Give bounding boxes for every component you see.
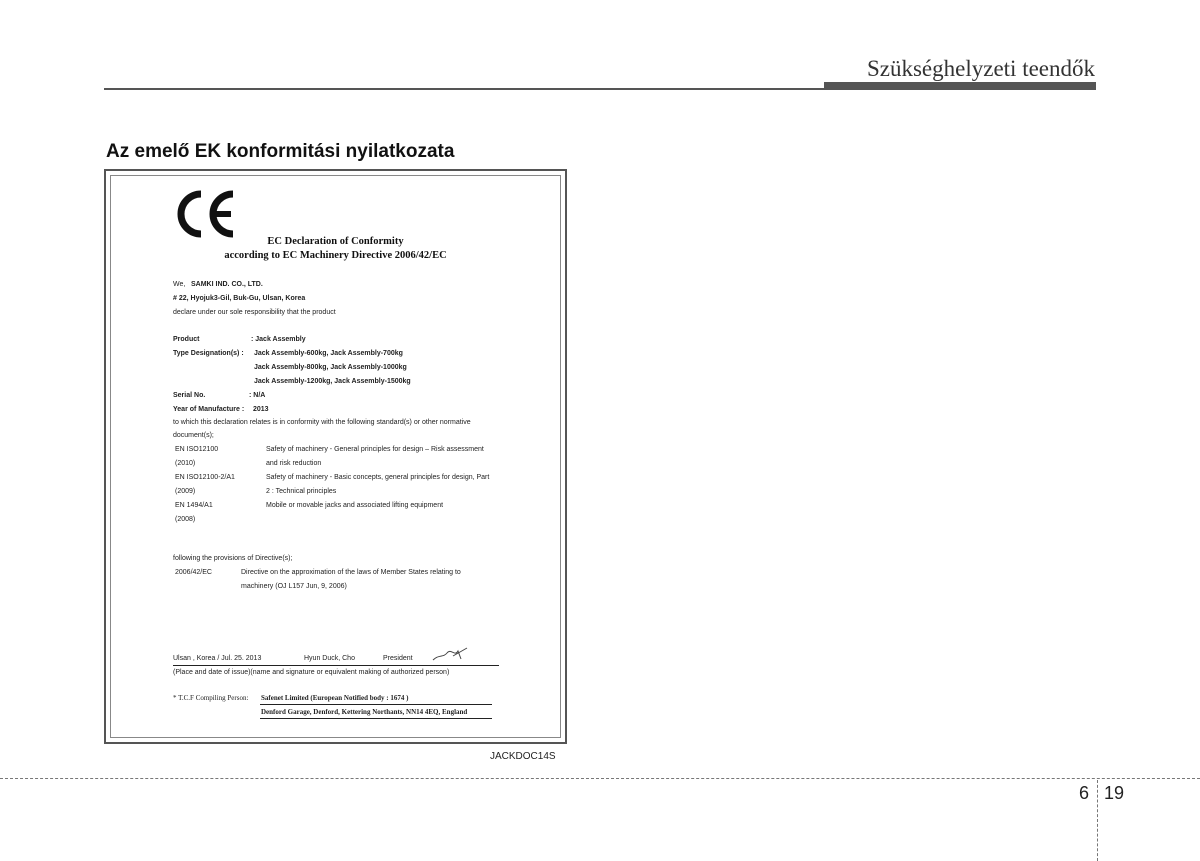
declaration-document-image — [104, 169, 567, 744]
standard-year: (2009) — [175, 488, 196, 495]
chapter-number: 6 — [1079, 783, 1090, 803]
product-value: : Jack Assembly — [251, 336, 306, 343]
conformity-text: document(s); — [173, 432, 214, 439]
standard-code: EN ISO12100 — [175, 446, 219, 453]
signature-underline — [173, 665, 499, 666]
standard-code: EN 1494/A1 — [175, 502, 213, 509]
running-header-title: Szükséghelyzeti teendők — [866, 56, 1095, 81]
tcf-notified-body: Safenet Limited (European Notified body : 1674 ) — [261, 694, 409, 702]
document-inner-border — [110, 175, 561, 738]
place-date: Ulsan , Korea / Jul. 25. 2013 — [173, 655, 262, 662]
signer-title: President — [383, 655, 413, 662]
type-designation-line: Jack Assembly-1200kg, Jack Assembly-1500kg — [254, 378, 411, 385]
standard-description: Safety of machinery - Basic concepts, general principles for design, Part — [266, 474, 490, 481]
footer-dashed-rule — [0, 778, 1200, 779]
conformity-text: to which this declaration relates is in conformity with the following standard(s) or other normative — [173, 419, 471, 426]
serial-label: Serial No. — [173, 392, 206, 399]
standard-code: EN ISO12100-2/A1 — [175, 474, 235, 481]
company-address: # 22, Hyojuk3-Gil, Buk-Gu, Ulsan, Korea — [173, 295, 306, 302]
document-code: JACKDOC14S — [490, 751, 556, 762]
tcf-address: Denford Garage, Denford, Kettering Northants, NN14 4EQ, England — [261, 708, 468, 716]
page-number-separator — [1097, 780, 1098, 861]
standard-year: (2008) — [175, 516, 196, 523]
standard-description: Mobile or movable jacks and associated lifting equipment — [266, 502, 444, 509]
declare-text: declare under our sole responsibility that the product — [173, 309, 336, 316]
handwritten-signature — [431, 646, 471, 664]
standard-year: (2010) — [175, 460, 196, 467]
declaration-subtitle: according to EC Machinery Directive 2006/42/EC — [224, 250, 447, 261]
serial-value: : N/A — [249, 392, 266, 399]
product-label: Product — [173, 336, 200, 343]
signature-caption: (Place and date of issue)(name and signature or equivalent making of authorized person) — [173, 669, 450, 676]
declaration-title: EC Declaration of Conformity — [267, 236, 404, 247]
signer-name: Hyun Duck, Cho — [304, 655, 355, 662]
section-heading: Az emelő EK konformitási nyilatkozata — [106, 141, 455, 162]
type-designation-line: Jack Assembly-600kg, Jack Assembly-700kg — [254, 350, 403, 357]
page-number: 19 — [1104, 783, 1125, 803]
directive-description: machinery (OJ L157 Jun, 9, 2006) — [241, 583, 347, 590]
we-label: We, — [173, 281, 186, 288]
directive-code: 2006/42/EC — [175, 569, 212, 576]
header-rule — [104, 88, 826, 90]
standard-description: 2 : Technical principles — [266, 488, 337, 495]
directive-description: Directive on the approximation of the laws of Member States relating to — [241, 569, 461, 576]
ce-mark-logo — [171, 188, 241, 240]
tcf-underline — [260, 718, 492, 719]
year-value: 2013 — [253, 406, 269, 413]
type-designation-label: Type Designation(s) : — [173, 350, 244, 357]
tcf-underline — [260, 704, 492, 705]
header-rule-accent — [824, 82, 1096, 90]
type-designation-line: Jack Assembly-800kg, Jack Assembly-1000kg — [254, 364, 407, 371]
provisions-label: following the provisions of Directive(s); — [173, 555, 293, 562]
tcf-label: * T.C.F Compiling Person: — [173, 694, 249, 702]
standard-description: and risk reduction — [266, 460, 322, 467]
standard-description: Safety of machinery - General principles for design – Risk assessment — [266, 446, 484, 453]
year-label: Year of Manufacture : — [173, 406, 245, 413]
company-name: SAMKI IND. CO., LTD. — [191, 281, 263, 288]
